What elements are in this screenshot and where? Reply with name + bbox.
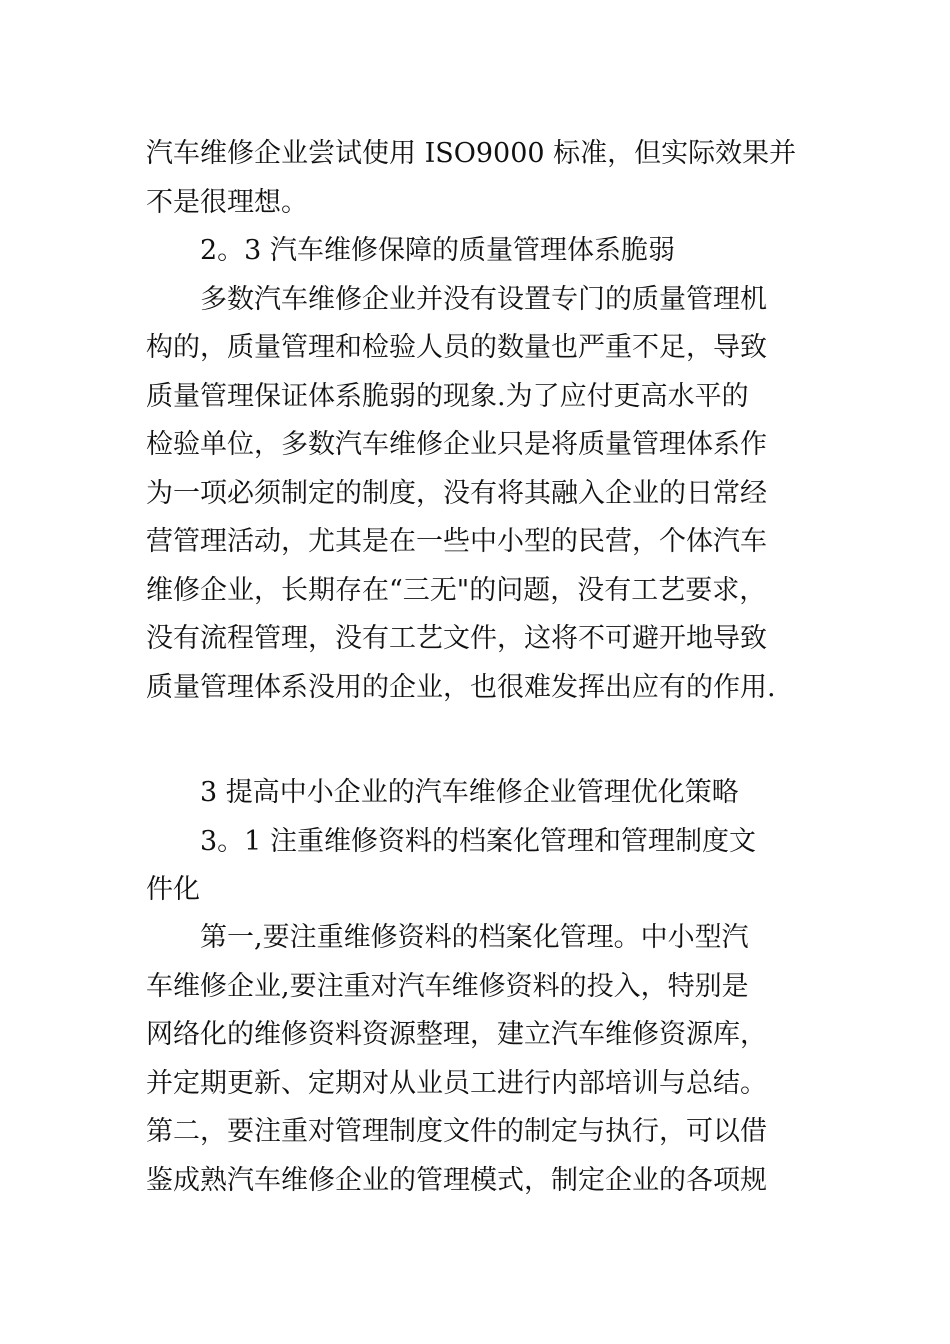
text-line: 汽车维修企业尝试使用 ISO9000 标准，但实际效果并	[146, 138, 797, 169]
text-line: 第二，要注重对管理制度文件的制定与执行，可以借	[146, 1116, 767, 1147]
text-line: 为一项必须制定的制度，没有将其融入企业的日常经	[146, 478, 767, 509]
text-line: 并定期更新、定期对从业员工进行内部培训与总结。	[146, 1068, 767, 1099]
text-line: 网络化的维修资料资源整理，建立汽车维修资源库，	[146, 1019, 767, 1050]
text-line: 构的，质量管理和检验人员的数量也严重不足，导致	[146, 332, 767, 363]
text-line: 维修企业，长期存在“三无"的问题，没有工艺要求，	[146, 575, 767, 606]
text-line: 检验单位，多数汽车维修企业只是将质量管理体系作	[146, 429, 767, 460]
subsection-heading-continued: 件化	[146, 874, 200, 905]
text-line: 车维修企业,要注重对汽车维修资料的投入，特别是	[146, 971, 749, 1002]
text-line: 第一,要注重维修资料的档案化管理。中小型汽	[200, 922, 749, 953]
text-line: 质量管理保证体系脆弱的现象.为了应付更高水平的	[146, 381, 749, 412]
section-heading: 2。3 汽车维修保障的质量管理体系脆弱	[200, 235, 675, 266]
text-line: 营管理活动，尤其是在一些中小型的民营，个体汽车	[146, 526, 767, 557]
text-line: 多数汽车维修企业并没有设置专门的质量管理机	[200, 284, 767, 315]
text-line: 鉴成熟汽车维修企业的管理模式，制定企业的各项规	[146, 1165, 767, 1196]
text-line: 不是很理想。	[146, 187, 308, 218]
text-line: 质量管理体系没用的企业，也很难发挥出应有的作用.	[146, 672, 776, 703]
section-heading: 3 提高中小企业的汽车维修企业管理优化策略	[200, 777, 739, 808]
text-line: 没有流程管理，没有工艺文件，这将不可避开地导致	[146, 623, 767, 654]
subsection-heading: 3。1 注重维修资料的档案化管理和管理制度文	[200, 826, 756, 857]
